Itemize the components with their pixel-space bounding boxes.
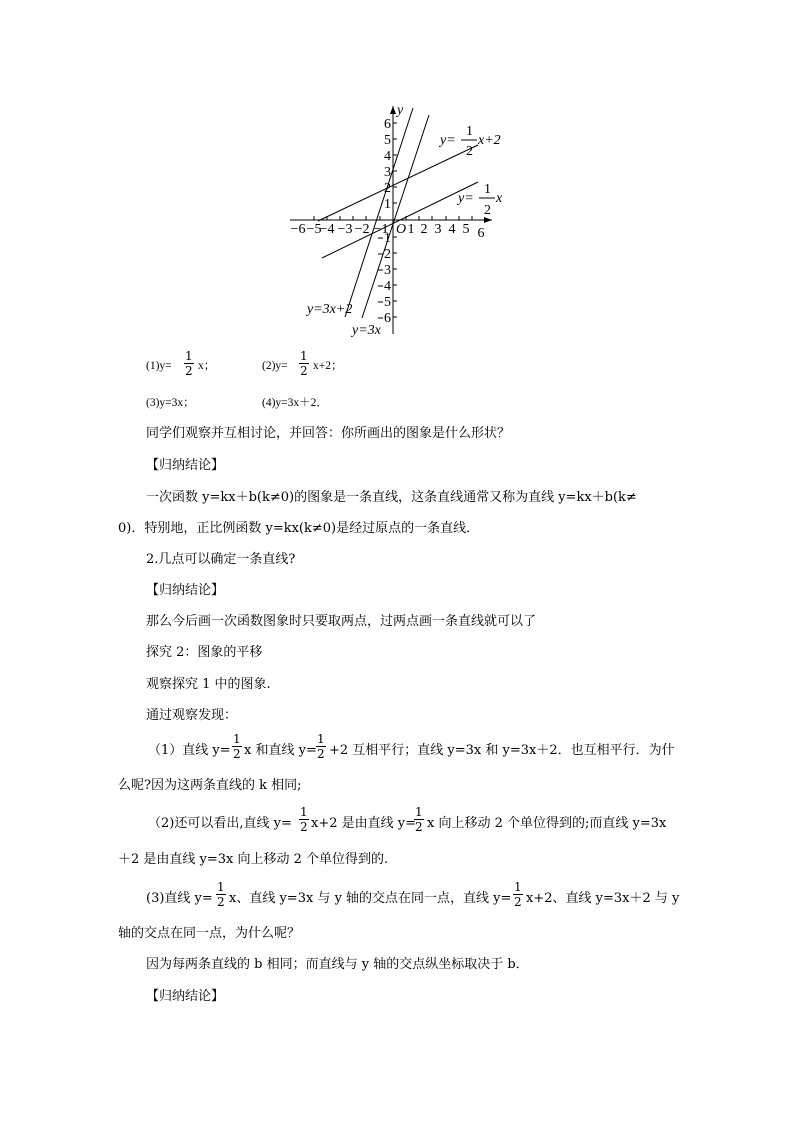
finding-2-frac-b: $\frac{1}{2}$: [415, 805, 423, 834]
heading-conclusion-3: 【归纳结论】: [146, 989, 225, 1004]
finding-2-c: x 向上移动 2 个单位得到的;而直线 y=3x: [427, 816, 667, 831]
finding-3-line2: 轴的交点在同一点，为什么呢？: [118, 926, 301, 941]
y-tick-label: 5: [384, 133, 391, 148]
finding-1-b: x 和直线 y=: [244, 743, 317, 758]
y-tick-label: 1: [384, 197, 391, 212]
svg-text:y=: y=: [458, 191, 474, 206]
y-axis-label: y: [397, 103, 404, 118]
label-half-x: [456, 182, 503, 218]
y-tick-label: 5: [384, 295, 391, 310]
finding-2-line2: ＋2 是由直线 y=3x 向上移动 2 个单位得到的.: [118, 852, 389, 867]
y-axis-arrow: [390, 106, 396, 114]
y-tick-label: 6: [384, 311, 391, 326]
y-negative-signs: [378, 238, 383, 318]
y-tick-label: 3: [384, 165, 391, 180]
x-tick-label: 2: [420, 222, 428, 237]
finding-1-frac-a: $\frac{1}{2}$: [233, 732, 241, 761]
x-tick-label: 5: [462, 222, 470, 237]
heading-conclusion-1: 【归纳结论】: [146, 458, 225, 473]
finding-1-c: +2 互相平行；直线 y=3x 和 y=3x＋2．也互相平行．为什: [329, 743, 675, 758]
svg-text:2: 2: [484, 203, 491, 218]
y-tick-labels-negative: [384, 231, 391, 326]
item-1-suffix: x；: [198, 360, 216, 372]
item-2-suffix: x+2；: [313, 360, 343, 372]
y-tick-label: 3: [384, 263, 391, 278]
item-2: (2)y=: [262, 360, 288, 372]
finding-3-c: x+2、直线 y=3x＋2 与 y: [526, 891, 680, 906]
paragraph-reason: 因为每两条直线的 b 相同；而直线与 y 轴的交点纵坐标取决于 b．: [146, 957, 529, 972]
heading-conclusion-2: 【归纳结论】: [146, 583, 225, 598]
y-tick-labels-positive: [384, 117, 391, 212]
y-tick-label: 4: [384, 149, 391, 164]
finding-2-a: （2)还可以看出,直线 y=: [148, 816, 292, 831]
paragraph-two-points: 那么今后画一次函数图象时只要取两点，过两点画一条直线就可以了: [146, 614, 537, 629]
finding-1-a: （1）直线 y=: [148, 743, 231, 758]
finding-1-line2: 么呢?因为这两条直线的 k 相同;: [118, 778, 302, 793]
svg-text:x+2: x+2: [478, 133, 501, 148]
item-4: (4)y=3x＋2．: [262, 397, 328, 409]
y-tick-label: 1: [384, 231, 391, 246]
finding-3-frac-b: $\frac{1}{2}$: [514, 880, 522, 909]
section-explore-2: 探究 2：图象的平移: [146, 645, 263, 660]
finding-3-b: x、直线 y=3x 与 y 轴的交点在同一点，直线 y=: [229, 891, 512, 906]
label-3x: y=3x: [352, 323, 381, 338]
item-2-fraction: $\frac{1}{2}$: [300, 349, 308, 378]
paragraph-question-2: 2.几点可以确定一条直线?: [146, 552, 296, 567]
paragraph-findings: 通过观察发现：: [146, 708, 238, 723]
function-graph: [0, 0, 794, 350]
x-tick-label: 1: [407, 222, 415, 237]
y-tick-label: 4: [384, 279, 391, 294]
y-tick-label: 2: [384, 247, 391, 262]
x-tick-label: −3: [337, 222, 353, 237]
svg-text:x: x: [496, 191, 503, 206]
label-3x-plus-2: y=3x+2: [307, 302, 353, 317]
origin-label: O: [396, 222, 407, 237]
label-half-x-plus-2: [438, 124, 501, 159]
item-1: (1)y=: [146, 360, 172, 372]
x-tick-label: −4: [319, 222, 335, 237]
finding-3-a: (3)直线 y=: [146, 891, 213, 906]
x-tick-label: −1: [373, 222, 389, 237]
y-tick-label: 2: [384, 181, 391, 196]
svg-text:2: 2: [466, 144, 473, 159]
x-tick-label: 6: [477, 226, 485, 241]
finding-2-frac-a: $\frac{1}{2}$: [300, 805, 308, 834]
paragraph-conclusion-1a: 一次函数 y=kx＋b(k≠0)的图象是一条直线，这条直线通常又称为直线 y=kx＋b(k≠: [146, 490, 637, 505]
finding-2-b: x+2 是由直线 y=: [311, 816, 416, 831]
paragraph-observe: 观察探究 1 中的图象.: [146, 677, 271, 692]
finding-3-frac-a: $\frac{1}{2}$: [217, 880, 225, 909]
x-tick-label: 3: [434, 222, 442, 237]
x-tick-label: −5: [306, 222, 322, 237]
paragraph-conclusion-1b: 0)．特别地，正比例函数 y=kx(k≠0)是经过原点的一条直线．: [118, 521, 480, 536]
svg-text:1: 1: [484, 182, 491, 197]
paragraph-question: 同学们观察并互相讨论，并回答：你所画出的图象是什么形状？: [146, 426, 511, 441]
x-tick-label: −2: [354, 222, 370, 237]
x-tick-label: 4: [448, 222, 456, 237]
item-1-fraction: $\frac{1}{2}$: [185, 349, 193, 378]
svg-text:y=: y=: [440, 133, 456, 148]
finding-1-frac-b: $\frac{1}{2}$: [317, 732, 325, 761]
x-tick-label: −6: [290, 222, 306, 237]
y-tick-label: 6: [384, 117, 391, 132]
svg-text:1: 1: [466, 124, 473, 139]
item-3: (3)y=3x；: [146, 397, 195, 409]
